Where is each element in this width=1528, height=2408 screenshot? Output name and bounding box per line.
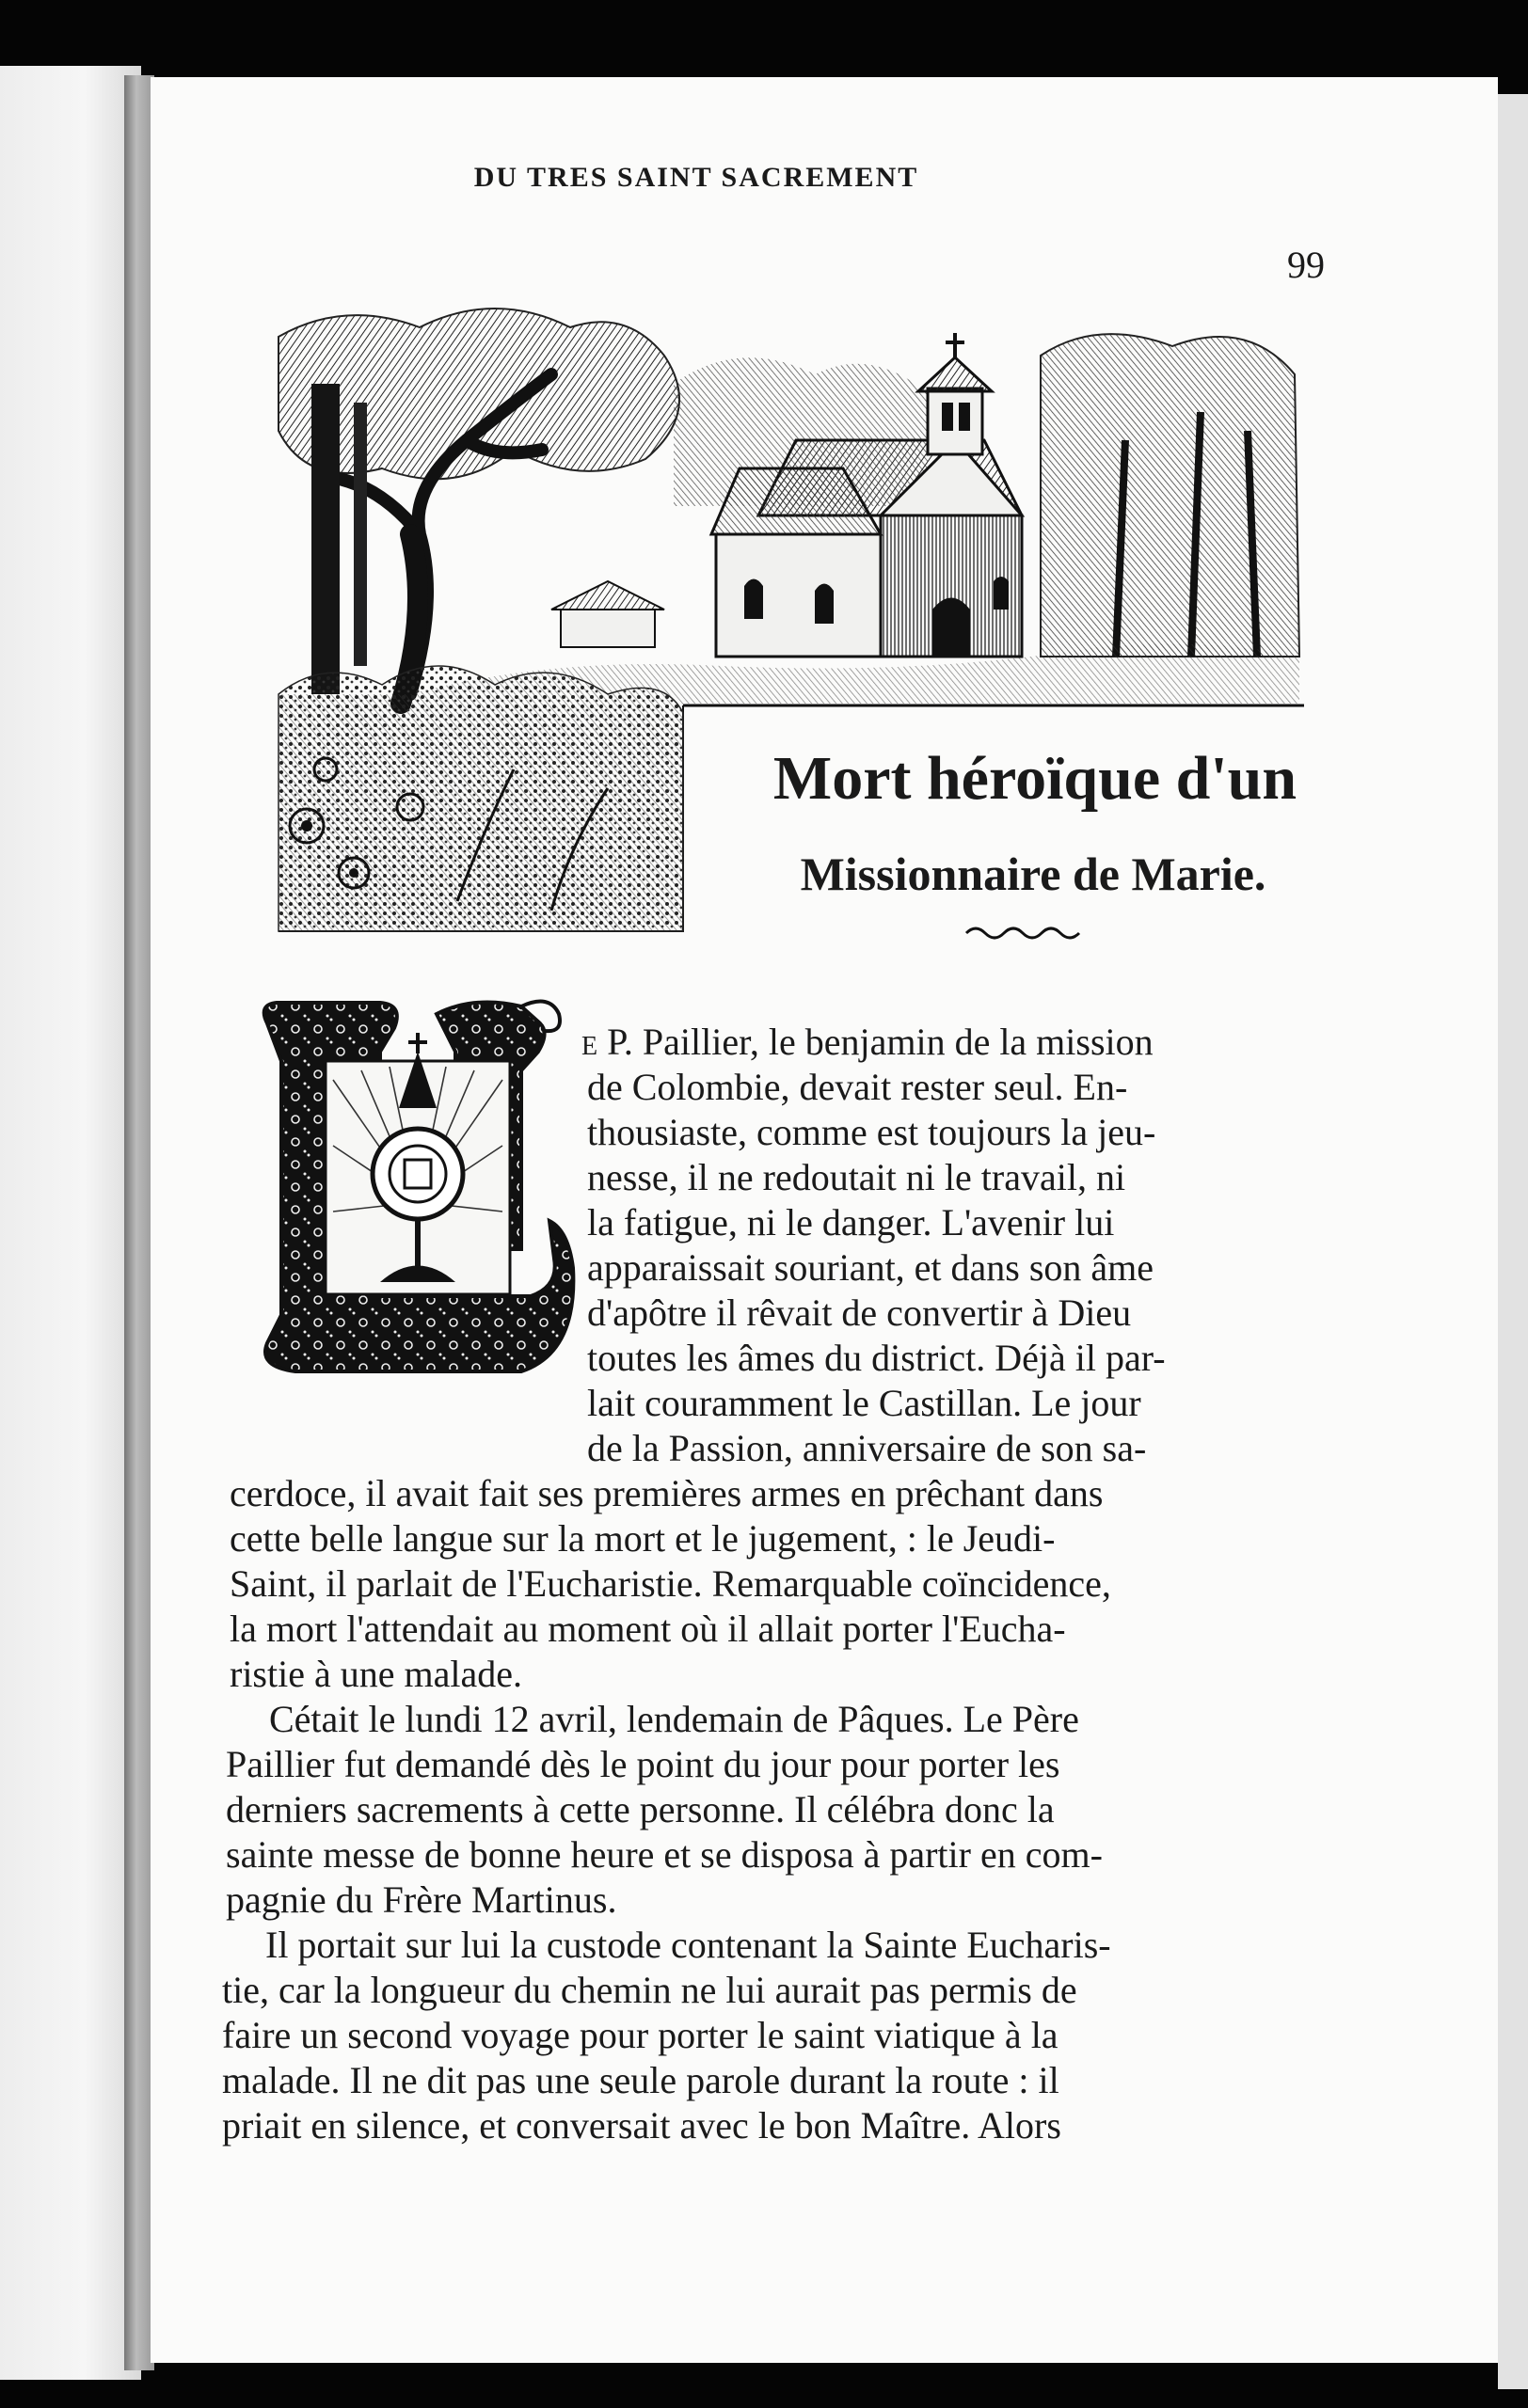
body-line: Paillier fut demandé dès le point du jour pour porter les [226,1743,1060,1785]
page-number: 99 [1287,244,1325,286]
facing-page-edge [0,66,141,2380]
wavy-ornament [964,924,1087,943]
body-line: thousiaste, comme est toujours la jeu- [587,1111,1156,1153]
body-line [581,1020,1154,1069]
illuminated-initial-l [239,995,578,1400]
body-line: lait couramment le Castillan. Le jour [587,1382,1141,1424]
body-line: de Colombie, devait rester seul. En- [587,1066,1128,1108]
body-line: cerdoce, il avait fait ses premières armes en prêchant dans [230,1472,1104,1514]
body-line: pagnie du Frère Martinus. [226,1878,617,1921]
chapter-title-line-2: Missionnaire de Marie. [800,848,1266,900]
page-edge-shadow [1498,94,1528,2389]
body-line: priait en silence, et conversait avec le bon Maître. Alors [222,2104,1061,2147]
body-line: Il portait sur lui la custode contenant la Sainte Eucharis- [265,1924,1111,1966]
body-line: nesse, il ne redoutait ni le travail, ni [587,1156,1126,1198]
body-line: Saint, il parlait de l'Eucharistie. Remarquable coïncidence, [230,1562,1111,1605]
body-line: Cétait le lundi 12 avril, lendemain de Pâques. Le Père [269,1698,1079,1740]
body-line: malade. Il ne dit pas une seule parole durant la route : il [222,2059,1059,2101]
body-line: toutes les âmes du district. Déjà il par- [587,1337,1166,1379]
small-caps-letter: E [581,1032,598,1061]
body-line: tie, car la longueur du chemin ne lui aurait pas permis de [222,1969,1077,2011]
body-line: d'apôtre il rêvait de convertir à Dieu [587,1291,1132,1334]
chapter-title-line-1: Mort héroïque d'un [772,744,1297,813]
body-line: la mort l'attendait au moment où il allait porter l'Eucha- [230,1608,1066,1650]
body-line: sainte messe de bonne heure et se disposa à partir en com- [226,1833,1103,1876]
running-head: DU TRES SAINT SACREMENT [473,162,919,193]
body-line: de la Passion, anniversaire de son sa- [587,1427,1147,1469]
body-line-text: P. Paillier, le benjamin de la mission [597,1021,1154,1063]
chapel-engraving [269,299,1304,939]
body-line: apparaissait souriant, et dans son âme [587,1246,1154,1289]
body-line: faire un second voyage pour porter le saint viatique à la [222,2014,1058,2056]
body-line: derniers sacrements à cette personne. Il célébra donc la [226,1788,1055,1830]
body-line: la fatigue, ni le danger. L'avenir lui [587,1201,1115,1244]
body-line: ristie à une malade. [230,1653,522,1695]
body-line: cette belle langue sur la mort et le jugement, : le Jeudi- [230,1517,1056,1560]
